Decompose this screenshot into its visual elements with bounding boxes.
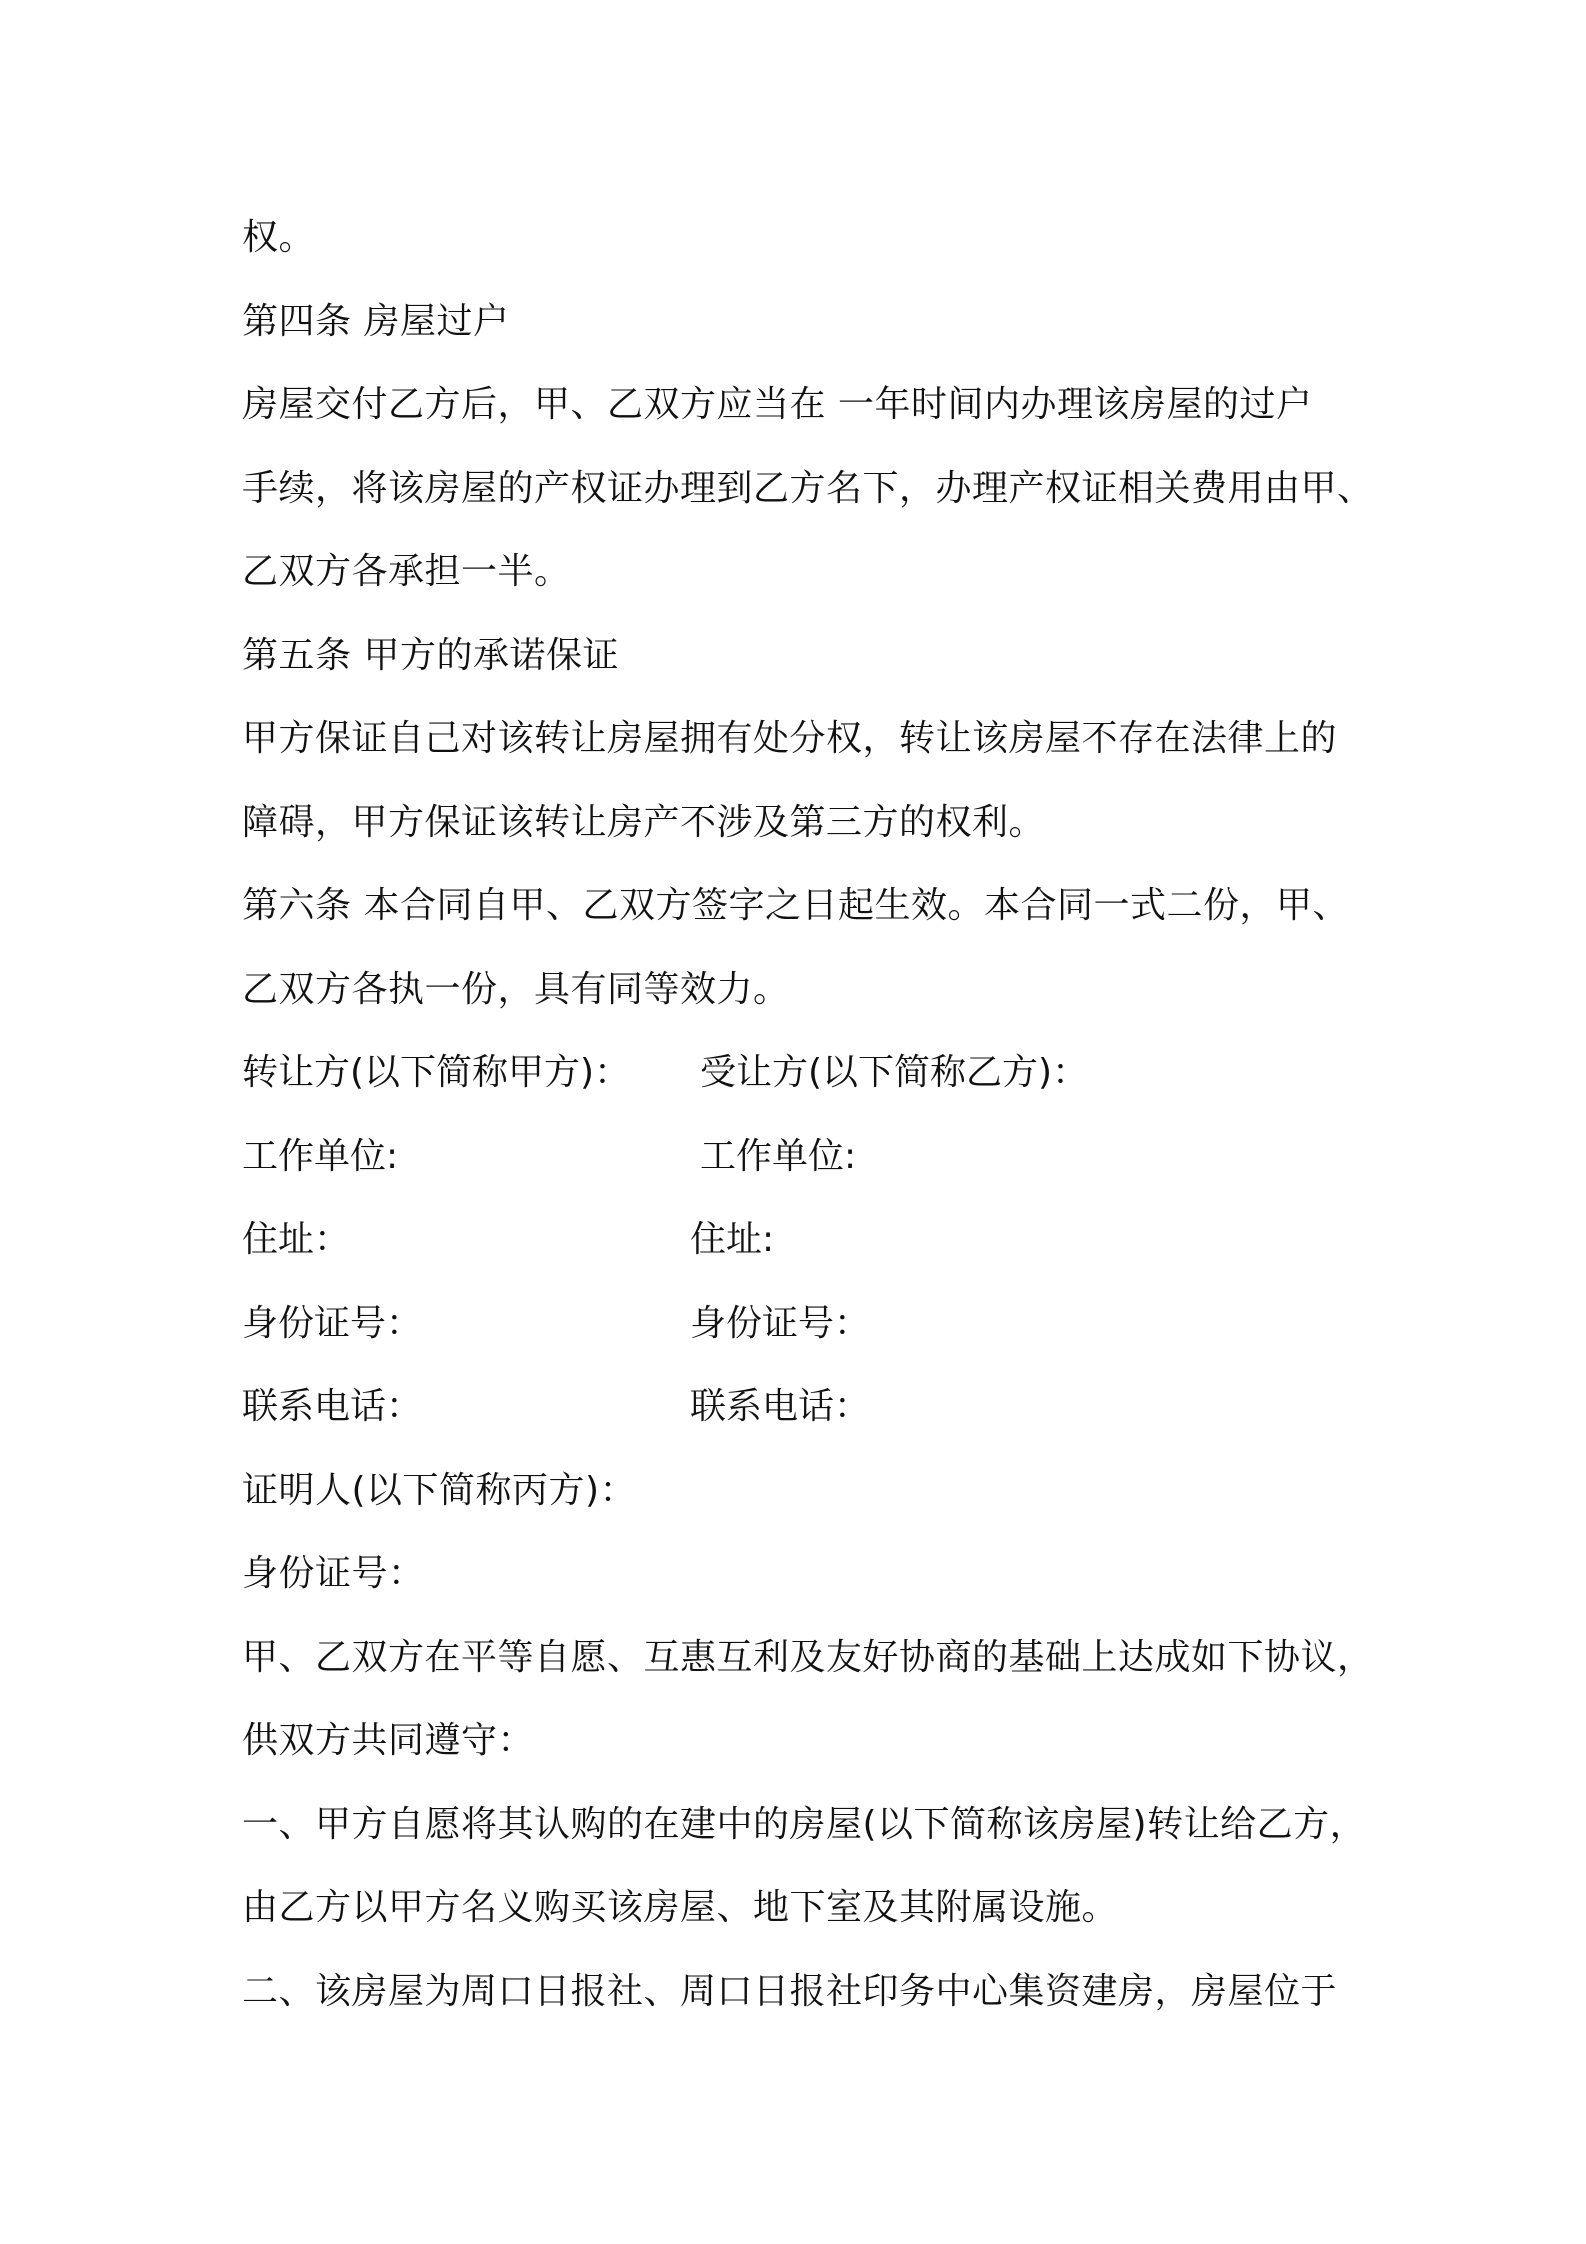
text-line: 由乙方以甲方名义购买该房屋、地下室及其附属设施。 [242, 1887, 1119, 1928]
id-number-row [242, 1282, 1372, 1366]
article-heading: 第五条 甲方的承诺保证 [242, 634, 619, 676]
party-a-work-label: 工作单位: [242, 1135, 399, 1177]
party-a-header: 转让方(以下简称甲方)： [242, 1052, 631, 1093]
text-line: 二、该房屋为周口日报社、周口日报社印务中心集资建房，房屋位于 [242, 1970, 1338, 2012]
text-line: 手续，将该房屋的产权证办理到乙方名下，办理产权证相关费用由甲、 [242, 467, 1374, 509]
text-line: 房屋交付乙方后，甲、乙双方应当在 一年时间内办理该房屋的过户 [242, 384, 1313, 425]
party-b-address-label: 住址: [690, 1219, 775, 1260]
text-line: 一、甲方自愿将其认购的在建中的房屋(以下简称该房屋)转让给乙方， [242, 1803, 1367, 1845]
text-line: 甲方保证自己对该转让房屋拥有处分权，转让该房屋不存在法律上的 [242, 718, 1338, 759]
party-a-address-label: 住址： [242, 1219, 351, 1260]
text-line: 供双方共同遵守： [242, 1720, 535, 1761]
party-a-id-label: 身份证号： [242, 1302, 423, 1344]
text-line: 甲、乙双方在平等自愿、互惠互利及友好协商的基础上达成如下协议， [242, 1636, 1374, 1678]
address-row [242, 1198, 1372, 1282]
text-line: 障碍，甲方保证该转让房产不涉及第三方的权利。 [242, 801, 1046, 843]
party-b-id-label: 身份证号： [690, 1302, 871, 1344]
phone-row [242, 1365, 1372, 1449]
party-b-header: 受让方(以下简称乙方)： [700, 1052, 1089, 1093]
party-a-phone-label: 联系电话： [242, 1386, 423, 1427]
text-line: 乙双方各执一份，具有同等效力。 [242, 968, 790, 1010]
text-line: 权。 [242, 217, 316, 258]
party-b-phone-label: 联系电话： [690, 1386, 871, 1427]
text-line: 第六条 本合同自甲、乙双方签字之日起生效。本合同一式二份，甲、 [242, 885, 1349, 926]
text-line: 乙双方各承担一半。 [242, 551, 571, 592]
work-unit-row [242, 1115, 1372, 1199]
witness-header: 证明人(以下简称丙方)： [242, 1469, 637, 1511]
article-heading: 第四条 房屋过户 [242, 300, 510, 342]
party-b-work-label: 工作单位: [700, 1135, 857, 1177]
document-body [242, 196, 1372, 2033]
signature-header-row [242, 1031, 1372, 1115]
witness-id-label: 身份证号： [242, 1553, 425, 1594]
